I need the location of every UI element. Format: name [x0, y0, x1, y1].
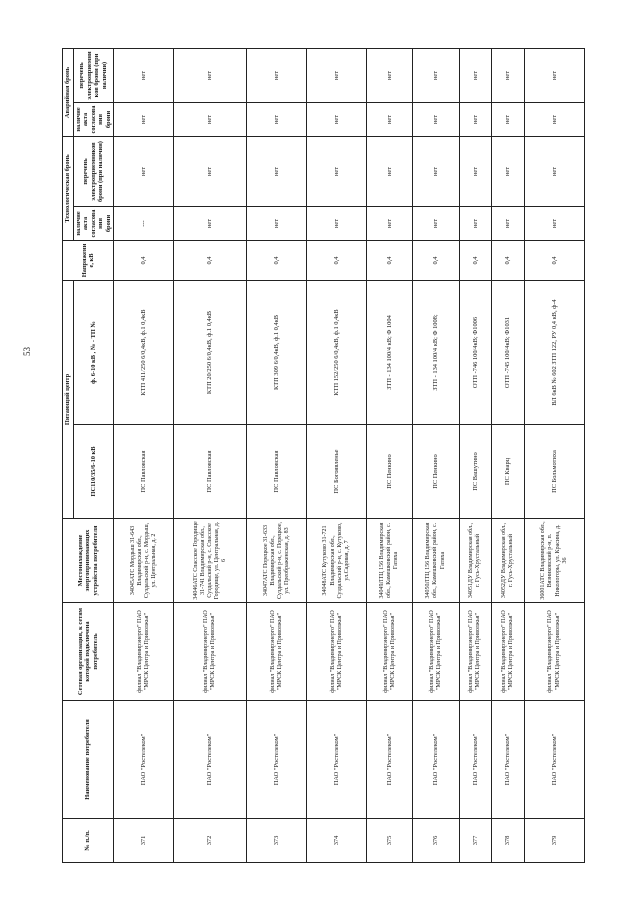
cell-tech-list: нет — [247, 137, 307, 207]
cell-feeder: ЗТП - 134 100/4 кВ; Ф 1004 — [367, 281, 413, 425]
cell-feeder: КТП 20/250 6/0,4кВ, ф.1 0,4кВ — [174, 281, 247, 425]
cell-consumer-name: ПАО "Ростелеком" — [114, 701, 174, 819]
header-tech-list: перечень электроприемников брони (при наличии) — [73, 137, 114, 207]
cell-network-org: филиал "Владимирэнерго" ПАО "МРСК Центра и Приволжья" — [413, 603, 459, 701]
cell-tech-list: нет — [114, 137, 174, 207]
cell-location: 34046АТС Спасское Городище 31-741 Владимирская обл., Суздальский р-н, с. Спасское Городище, ул. Центральная, д. 6 — [174, 519, 247, 603]
table-row — [174, 49, 247, 863]
cell-voltage: 0,4 — [247, 241, 307, 281]
cell-substation: ПС Кварц — [492, 425, 525, 519]
header-location: Местонахождение энергопринимающих устройства потребителя — [63, 519, 114, 603]
cell-network-org: филиал "Владимирэнерго" ПАО "МРСК Центра и Приволжья" — [307, 603, 367, 701]
cell-tech-act: нет — [247, 207, 307, 241]
cell-tech-act: --- — [114, 207, 174, 241]
cell-tech-act: нет — [525, 207, 585, 241]
table-row — [525, 49, 585, 863]
table-row — [459, 49, 492, 863]
cell-tech-act: нет — [492, 207, 525, 241]
cell-tech-act: нет — [459, 207, 492, 241]
cell-network-org: филиал "Владимирэнерго" ПАО "МРСК Центра и Приволжья" — [247, 603, 307, 701]
cell-consumer-name: ПАО "Ростелеком" — [413, 701, 459, 819]
cell-consumer-name: ПАО "Ростелеком" — [247, 701, 307, 819]
cell-emerg-list: нет — [247, 49, 307, 103]
cell-substation: ПС Богоявленье — [307, 425, 367, 519]
cell-row-num: 373 — [247, 819, 307, 863]
cell-network-org: филиал "Владимирэнерго" ПАО "МРСК Центра и Приволжья" — [114, 603, 174, 701]
header-emerg-act: наличие акта согласования брони — [73, 103, 114, 137]
cell-voltage: 0,4 — [525, 241, 585, 281]
table-body — [114, 49, 585, 863]
cell-voltage: 0,4 — [492, 241, 525, 281]
cell-location: 34049ЛТЦ 156 Владимирская обл., Камешковский район, с. Гатиха — [367, 519, 413, 603]
cell-tech-act: нет — [174, 207, 247, 241]
cell-emerg-act: нет — [174, 103, 247, 137]
cell-emerg-act: нет — [413, 103, 459, 137]
cell-emerg-act: нет — [525, 103, 585, 137]
cell-feeder: КТП 411/250 6/0,4кВ, ф.1 0,4кВ — [114, 281, 174, 425]
cell-tech-act: нет — [307, 207, 367, 241]
table-row — [367, 49, 413, 863]
cell-voltage: 0,4 — [174, 241, 247, 281]
cell-emerg-list: нет — [307, 49, 367, 103]
header-emerg-armor: Аварийная бронь — [63, 49, 74, 137]
cell-emerg-list: нет — [413, 49, 459, 103]
cell-row-num: 377 — [459, 819, 492, 863]
cell-emerg-act: нет — [114, 103, 174, 137]
cell-tech-list: нет — [459, 137, 492, 207]
cell-location: 34048АТС Кутуково 31-721 Владимирская обл., Суздальский р-н, с. Кутуково, ул.Садовая, д. 7 — [307, 519, 367, 603]
cell-feeder: КТП 152/250 6/0,4кВ, ф.1 0,4кВ — [307, 281, 367, 425]
header-network-org: Сетевая организация, к сетям которой подключена потребитель — [63, 603, 114, 701]
cell-substation: ПС Больмотиха — [525, 425, 585, 519]
cell-voltage: 0,4 — [413, 241, 459, 281]
header-feed-center: Питающий центр — [63, 281, 74, 519]
cell-consumer-name: ПАО "Ростелеком" — [174, 701, 247, 819]
rotated-table-area — [62, 49, 585, 863]
cell-location: 34050ЛТЦ 156 Владимирская обл., Камешковский район, с. Гатиха — [413, 519, 459, 603]
cell-network-org: филиал "Владимирэнерго" ПАО "МРСК Центра и Приволжья" — [367, 603, 413, 701]
cell-network-org: филиал "Владимирэнерго" ПАО "МРСК Центра и Приволжья" — [459, 603, 492, 701]
cell-substation: ПС Пенкино — [367, 425, 413, 519]
table-row — [114, 49, 174, 863]
cell-tech-act: нет — [367, 207, 413, 241]
cell-consumer-name: ПАО "Ростелеком" — [459, 701, 492, 819]
cell-row-num: 378 — [492, 819, 525, 863]
cell-emerg-act: нет — [247, 103, 307, 137]
cell-row-num: 372 — [174, 819, 247, 863]
header-num: № п./п. — [63, 819, 114, 863]
cell-row-num: 371 — [114, 819, 174, 863]
page-number: 53 — [22, 347, 32, 356]
cell-tech-list: нет — [413, 137, 459, 207]
cell-location: 36001АТС Владимирская обл., Вязниковский р-н, п. Никологоры, ул. Красина, д. 36 — [525, 519, 585, 603]
cell-consumer-name: ПАО "Ростелеком" — [492, 701, 525, 819]
header-feeder: ф. 6-10 кВ , № - ТП № — [73, 281, 114, 425]
header-row-1 — [63, 49, 74, 863]
cell-voltage: 0,4 — [459, 241, 492, 281]
cell-emerg-list: нет — [459, 49, 492, 103]
cell-row-num: 374 — [307, 819, 367, 863]
cell-substation: ПС Вашутино — [459, 425, 492, 519]
cell-location: 34052ДУ Владимирская обл., г. Гусь-Хрустальный — [492, 519, 525, 603]
cell-emerg-list: нет — [114, 49, 174, 103]
cell-emerg-list: нет — [367, 49, 413, 103]
cell-emerg-list: нет — [174, 49, 247, 103]
cell-feeder: КТП 309 6/0,4кВ, ф.1 0,4кВ — [247, 281, 307, 425]
cell-consumer-name: ПАО "Ростелеком" — [367, 701, 413, 819]
header-emerg-list: перечень электроприемников брони (при наличии) — [73, 49, 114, 103]
cell-location: 34045АТС Мордыш 31-643 Владимирская обл., Суздальский р-н, с. Мордыш, ул. Центральная, д. 2 — [114, 519, 174, 603]
cell-network-org: филиал "Владимирэнерго" ПАО "МРСК Центра и Приволжья" — [492, 603, 525, 701]
header-consumer: Наименование потребителя — [63, 701, 114, 819]
cell-tech-list: нет — [174, 137, 247, 207]
cell-tech-list: нет — [525, 137, 585, 207]
cell-emerg-list: нет — [525, 49, 585, 103]
cell-network-org: филиал "Владимирэнерго" ПАО "МРСК Центра и Приволжья" — [174, 603, 247, 701]
cell-substation: ПС Пенкино — [413, 425, 459, 519]
cell-feeder: ОТП -746 100/4кВ; Ф1006 — [459, 281, 492, 425]
cell-voltage: 0,4 — [114, 241, 174, 281]
cell-tech-list: нет — [492, 137, 525, 207]
cell-feeder: ВЛ 6кВ № 602 ЗТП 122, РУ 0,4 кВ, ф-4 — [525, 281, 585, 425]
table-row — [307, 49, 367, 863]
cell-voltage: 0,4 — [367, 241, 413, 281]
cell-tech-act: нет — [413, 207, 459, 241]
cell-substation: ПС Павловская — [174, 425, 247, 519]
header-tech-armor: Технологическая бронь — [63, 137, 74, 241]
cell-emerg-act: нет — [367, 103, 413, 137]
cell-emerg-act: нет — [307, 103, 367, 137]
cell-emerg-list: нет — [492, 49, 525, 103]
cell-location: 34047АТС Порецкое 31-633 Владимирская обл., Суздальский р-н, с. Порецкое, ул. Преображенская, д. 83 — [247, 519, 307, 603]
cell-feeder: ОТП -745 100/4кВ; Ф1031 — [492, 281, 525, 425]
cell-voltage: 0,4 — [307, 241, 367, 281]
cell-location: 34051ДУ Владимирская обл., г. Гусь-Хрустальный — [459, 519, 492, 603]
cell-substation: ПС Павловская — [247, 425, 307, 519]
cell-substation: ПС Павловская — [114, 425, 174, 519]
header-voltage: Напряжение, кВ — [63, 241, 114, 281]
cell-emerg-act: нет — [459, 103, 492, 137]
cell-consumer-name: ПАО "Ростелеком" — [525, 701, 585, 819]
cell-row-num: 375 — [367, 819, 413, 863]
header-ps: ПС110/35/6-10 кВ — [73, 425, 114, 519]
cell-feeder: ЗТП - 134 100/4 кВ; Ф 1008; — [413, 281, 459, 425]
cell-row-num: 379 — [525, 819, 585, 863]
cell-emerg-act: нет — [492, 103, 525, 137]
cell-consumer-name: ПАО "Ростелеком" — [307, 701, 367, 819]
table-row — [247, 49, 307, 863]
cell-network-org: филиал "Владимирэнерго" ПАО "МРСК Центра и Приволжья" — [525, 603, 585, 701]
cell-row-num: 376 — [413, 819, 459, 863]
consumer-table — [62, 48, 585, 863]
cell-tech-list: нет — [307, 137, 367, 207]
table-row — [413, 49, 459, 863]
table-row — [492, 49, 525, 863]
cell-tech-list: нет — [367, 137, 413, 207]
header-tech-act: наличие акта согласования брони — [73, 207, 114, 241]
